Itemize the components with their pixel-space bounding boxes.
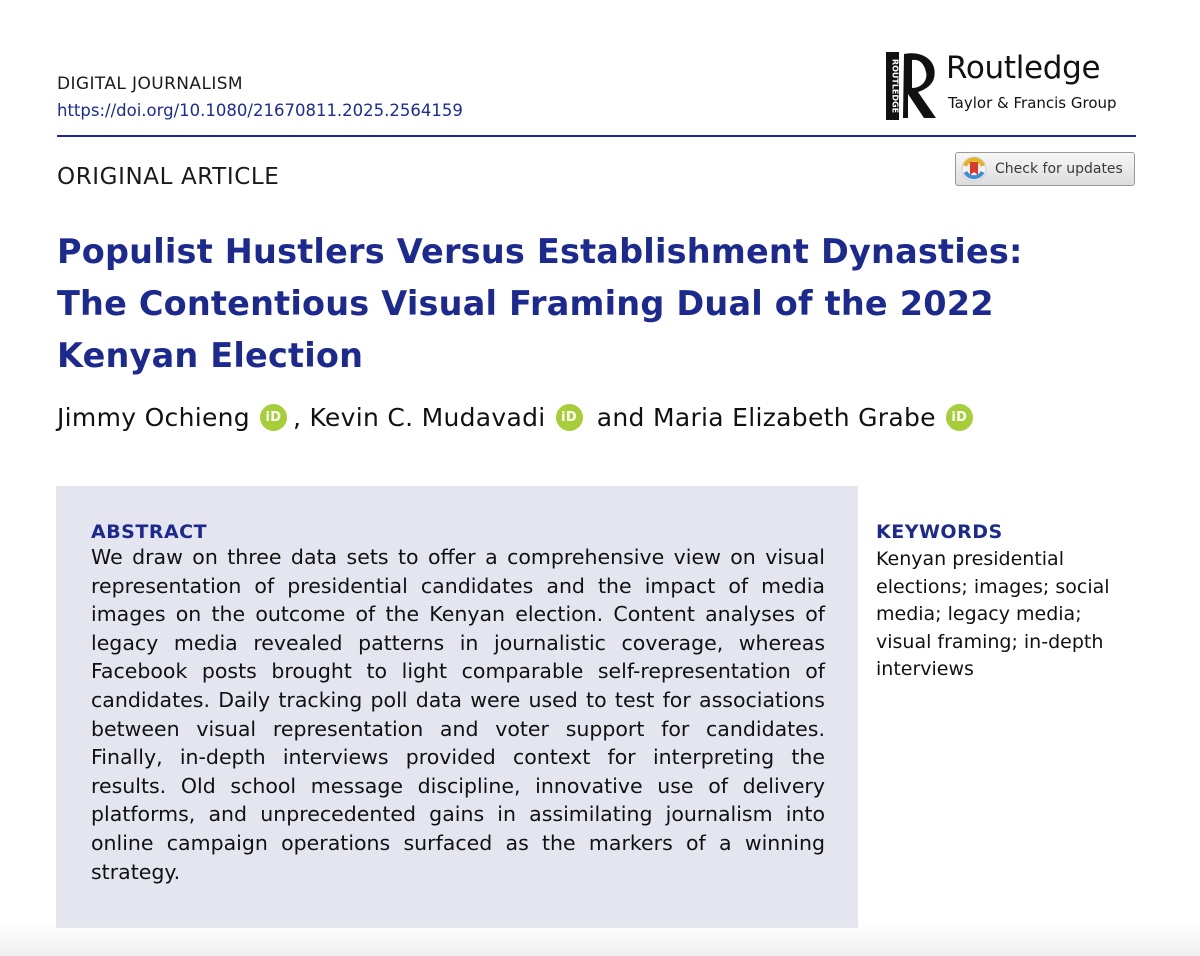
publisher-logo[interactable] <box>884 46 1144 124</box>
abstract-text: We draw on three data sets to offer a comprehensive view on visual representation of presidential candidates and the impact of media images on the outcome of the Kenyan election. Content analyses of legacy media revealed patterns in journalistic coverage, whereas Facebook posts brought to light comparable self-representation of candidates. Daily tracking poll data were used to test for associations between visual representation and voter support for candidates. Finally, in-depth interviews provided context for interpreting the results. Old school message discipline, innovative use of delivery platforms, and unprecedented gains in assimilating journalism into online campaign operations surfaced as the markers of a winning strategy. <box>91 545 825 884</box>
journal-name: DIGITAL JOURNALISM <box>57 74 243 94</box>
keywords-heading: KEYWORDS <box>876 521 1003 543</box>
author-name[interactable]: Kevin C. Mudavadi <box>309 403 546 432</box>
article-title: Populist Hustlers Versus Establishment Dynasties: The Contentious Visual Framing Dual of the 2022 Kenyan Election <box>57 232 1023 375</box>
orcid-icon[interactable]: iD <box>556 404 583 431</box>
crossmark-icon <box>961 156 987 182</box>
check-for-updates-button[interactable] <box>955 152 1135 186</box>
orcid-icon[interactable]: iD <box>946 404 973 431</box>
publisher-group: Taylor & Francis Group <box>948 94 1117 112</box>
keywords-text: Kenyan presidential elections; images; social media; legacy media; visual framing; in-depth interviews <box>876 548 1110 680</box>
header-divider <box>57 135 1136 137</box>
author-name[interactable]: Maria Elizabeth Grabe <box>652 403 936 432</box>
author-separator: and <box>588 403 653 432</box>
article-type: ORIGINAL ARTICLE <box>57 164 280 190</box>
orcid-icon[interactable]: iD <box>260 404 287 431</box>
author-list <box>57 403 979 432</box>
logo-vertical-text: ROUTLEDGE <box>890 58 900 114</box>
check-for-updates-label: Check for updates <box>995 161 1123 177</box>
doi-link[interactable]: https://doi.org/10.1080/21670811.2025.2564159 <box>57 101 463 120</box>
page-bottom-shadow <box>0 920 1200 956</box>
publisher-name: Routledge <box>946 50 1101 86</box>
abstract-heading: ABSTRACT <box>91 521 208 543</box>
author-separator: , <box>292 403 310 432</box>
author-name[interactable]: Jimmy Ochieng <box>57 403 250 432</box>
abstract-section <box>56 486 858 928</box>
routledge-logo-icon <box>884 48 944 122</box>
